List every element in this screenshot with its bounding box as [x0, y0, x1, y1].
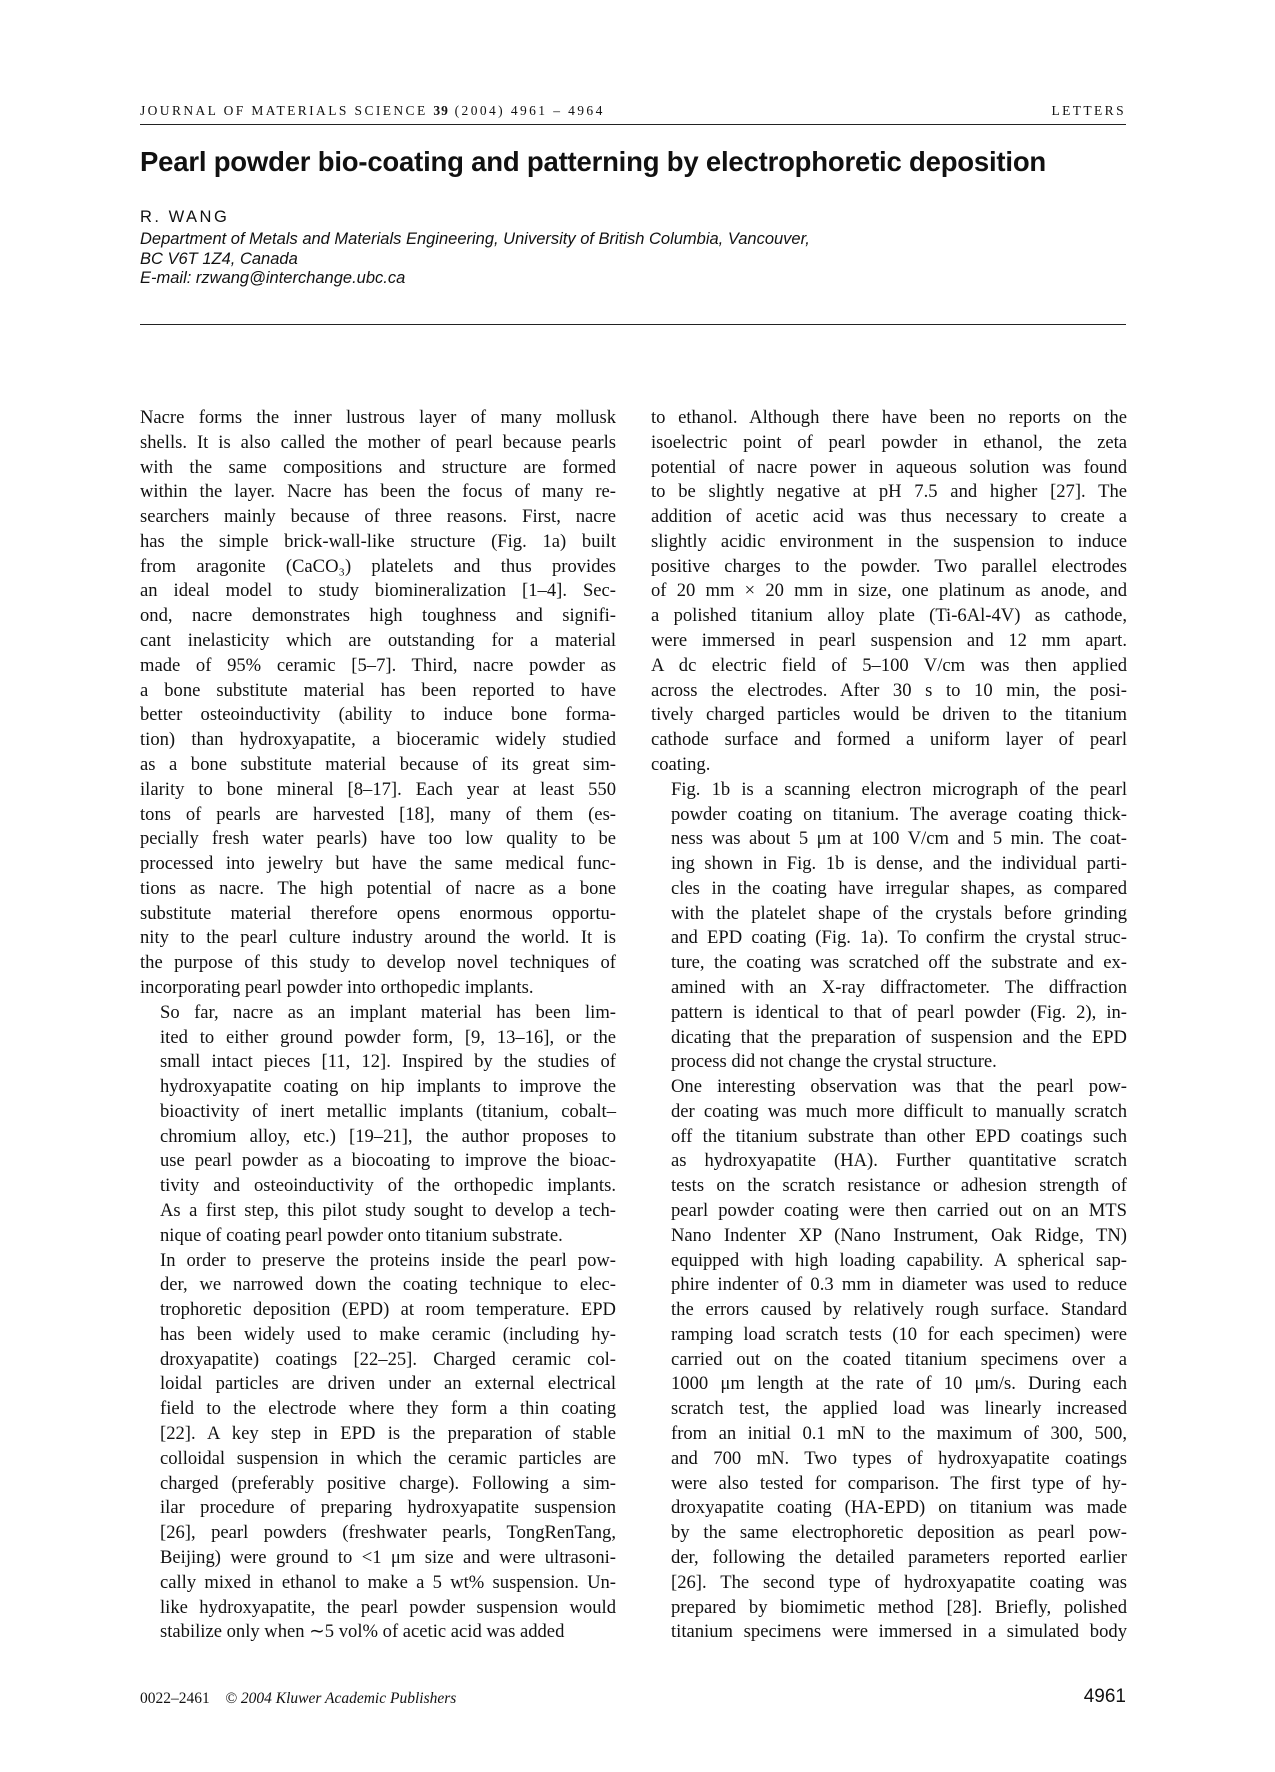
header-divider — [140, 324, 1126, 325]
text-line: from aragonite (CaCO₃) platelets and thus provides — [140, 555, 616, 577]
text-line: tion) than hydroxyapatite, a bioceramic widely studied — [140, 729, 616, 751]
text-line: by the same electrophoretic deposition as pearl pow- — [671, 1522, 1127, 1544]
text-line: tests on the scratch resistance or adhesion strength of — [671, 1175, 1127, 1197]
text-line: pattern is identical to that of pearl powder (Fig. 2), in- — [671, 1001, 1127, 1023]
text-line: phire indenter of 0.3 mm in diameter was used to reduce — [671, 1274, 1127, 1296]
text-line: loidal particles are driven under an external electrical — [160, 1373, 616, 1395]
text-line: equipped with high loading capability. A spherical sap- — [671, 1249, 1127, 1271]
text-line: cles in the coating have irregular shapes, as compared — [671, 877, 1127, 899]
text-line: scratch test, the applied load was linearly increased — [671, 1398, 1127, 1420]
text-line: as hydroxyapatite (HA). Further quantitative scratch — [671, 1150, 1127, 1172]
text-line: ilarity to bone mineral [8–17]. Each year at least 550 — [140, 778, 616, 800]
text-line: ramping load scratch tests (10 for each specimen) were — [671, 1323, 1127, 1345]
text-line: ilar procedure of preparing hydroxyapatite suspension — [160, 1497, 616, 1519]
body-column-right — [651, 406, 1127, 1645]
text-line: bioactivity of inert metallic implants (titanium, cobalt– — [160, 1100, 616, 1122]
text-line: nity to the pearl culture industry around the world. It is — [140, 927, 616, 949]
text-line: from an initial 0.1 mN to the maximum of 300, 500, — [671, 1423, 1127, 1445]
text-line: addition of acetic acid was thus necessary to create a — [651, 506, 1127, 528]
body-paragraph — [140, 406, 616, 1001]
text-line: ond, nacre demonstrates high toughness and signifi- — [140, 605, 616, 627]
text-line: and EPD coating (Fig. 1a). To confirm the crystal struc- — [671, 927, 1127, 949]
text-line: has the simple brick-wall-like structure (Fig. 1a) built — [140, 530, 616, 552]
text-line: stabilize only when ∼5 vol% of acetic acid was added — [160, 1621, 565, 1643]
text-line: were immersed in pearl suspension and 12 mm apart. — [651, 630, 1127, 652]
text-line: amined with an X-ray diffractometer. The diffraction — [671, 976, 1127, 998]
text-line: Nano Indenter XP (Nano Instrument, Oak Ridge, TN) — [671, 1224, 1127, 1246]
text-line: pecially fresh water pearls) have too low quality to be — [140, 828, 616, 850]
text-line: droxyapatite) coatings [22–25]. Charged ceramic col- — [160, 1348, 616, 1370]
affiliation-line: BC V6T 1Z4, Canada — [140, 249, 298, 268]
text-line: coating. — [651, 753, 711, 775]
page-number: 4961 — [1083, 1686, 1126, 1707]
text-line: droxyapatite coating (HA-EPD) on titanium was made — [671, 1497, 1127, 1519]
footer-copyright — [140, 1690, 456, 1708]
text-line: incorporating pearl powder into orthopedic implants. — [140, 976, 534, 998]
text-line: across the electrodes. After 30 s to 10 min, the posi- — [651, 679, 1127, 701]
text-line: A dc electric field of 5–100 V/cm was then applied — [651, 654, 1127, 676]
text-line: colloidal suspension in which the ceramic particles are — [160, 1447, 616, 1469]
text-line: So far, nacre as an implant material has been lim- — [160, 1001, 616, 1023]
text-line: charged (preferably positive charge). Following a sim- — [160, 1472, 616, 1494]
text-line: Beijing) were ground to <1 μm size and were ultrasoni- — [160, 1546, 616, 1568]
text-line: use pearl powder as a biocoating to improve the bioac- — [160, 1150, 616, 1172]
text-line: Nacre forms the inner lustrous layer of many mollusk — [140, 407, 616, 428]
journal-volume: 39 — [433, 103, 449, 118]
affiliation-line: Department of Metals and Materials Engineering, University of British Columbia, Vancouver, — [140, 230, 810, 248]
text-line: process did not change the crystal structure. — [671, 1051, 997, 1073]
text-line: a polished titanium alloy plate (Ti-6Al-4V) as cathode, — [651, 605, 1127, 627]
body-paragraph — [651, 778, 1127, 1075]
text-line: der, we narrowed down the coating technique to elec- — [160, 1274, 616, 1296]
text-line: [26]. The second type of hydroxyapatite coating was — [671, 1571, 1127, 1593]
text-line: pearl powder coating were then carried out on an MTS — [671, 1200, 1127, 1221]
journal-year-pages: (2004) 4961 – 4964 — [454, 103, 605, 118]
text-line: within the layer. Nacre has been the focus of many re- — [140, 481, 616, 503]
copyright-notice: © 2004 Kluwer Academic Publishers — [225, 1690, 457, 1707]
text-line: In order to preserve the proteins inside the pearl pow- — [160, 1249, 616, 1271]
text-line: with the platelet shape of the crystals before grinding — [671, 902, 1127, 924]
text-line: hydroxyapatite coating on hip implants to improve the — [160, 1076, 616, 1098]
text-line: to ethanol. Although there have been no reports on the — [651, 407, 1127, 428]
text-line: with the same compositions and structure are formed — [140, 456, 616, 478]
text-line: trophoretic deposition (EPD) at room temperature. EPD — [160, 1299, 616, 1321]
text-line: der coating was much more difficult to manually scratch — [671, 1100, 1127, 1122]
text-line: One interesting observation was that the pearl pow- — [671, 1076, 1127, 1098]
text-line: titanium specimens were immersed in a simulated body — [671, 1621, 1127, 1643]
text-line: powder coating on titanium. The average coating thick- — [671, 803, 1127, 825]
text-line: the errors caused by relatively rough surface. Standard — [671, 1299, 1127, 1321]
text-line: made of 95% ceramic [5–7]. Third, nacre powder as — [140, 654, 616, 676]
text-line: cathode surface and formed a uniform layer of pearl — [651, 729, 1127, 751]
text-line: an ideal model to study biomineralization [1–4]. Sec- — [140, 580, 616, 602]
text-line: small intact pieces [11, 12]. Inspired by the studies of — [160, 1051, 616, 1073]
text-line: positive charges to the powder. Two parallel electrodes — [651, 555, 1127, 577]
text-line: isoelectric point of pearl powder in ethanol, the zeta — [651, 431, 1127, 453]
body-paragraph — [651, 1075, 1127, 1645]
text-line: field to the electrode where they form a thin coating — [160, 1398, 616, 1420]
text-line: potential of nacre power in aqueous solution was found — [651, 456, 1127, 478]
body-column-left — [140, 406, 616, 1645]
text-line: slightly acidic environment in the suspension to induce — [651, 530, 1127, 552]
author-affiliation — [140, 230, 1130, 289]
body-paragraph — [140, 1249, 616, 1646]
text-line: [26], pearl powders (freshwater pearls, TongRenTang, — [160, 1522, 616, 1544]
text-line: off the titanium substrate than other EPD coatings such — [671, 1125, 1127, 1147]
body-paragraph — [140, 1001, 616, 1249]
text-line: ness was about 5 μm at 100 V/cm and 5 min. The coat- — [671, 828, 1127, 850]
article-title: Pearl powder bio-coating and patterning by electrophoretic deposition — [140, 146, 1047, 177]
text-line: tons of pearls are harvested [18], many of them (es- — [140, 803, 616, 825]
text-line: dicating that the preparation of suspension and the EPD — [671, 1026, 1127, 1048]
text-line: as a bone substitute material because of its great sim- — [140, 753, 616, 775]
text-line: tively charged particles would be driven to the titanium — [651, 704, 1127, 726]
text-line: the purpose of this study to develop novel techniques of — [140, 952, 616, 974]
author-email: E-mail: rzwang@interchange.ubc.ca — [140, 269, 406, 287]
text-line: substitute material therefore opens enormous opportu- — [140, 902, 616, 924]
text-line: 1000 μm length at the rate of 10 μm/s. During each — [671, 1373, 1127, 1395]
text-line: der, following the detailed parameters reported earlier — [671, 1546, 1127, 1568]
author-name: R. WANG — [140, 208, 230, 226]
text-line: searchers mainly because of three reasons. First, nacre — [140, 506, 616, 528]
text-line: ing shown in Fig. 1b is dense, and the individual parti- — [671, 853, 1127, 875]
text-line: chromium alloy, etc.) [19–21], the author proposes to — [160, 1125, 616, 1147]
section-label: LETTERS — [1051, 103, 1126, 118]
text-line: processed into jewelry but have the same medical func- — [140, 853, 616, 875]
text-line: tions as nacre. The high potential of nacre as a bone — [140, 877, 616, 899]
text-line: tivity and osteoinductivity of the orthopedic implants. — [160, 1175, 616, 1197]
text-line: ited to either ground powder form, [9, 13–16], or the — [160, 1026, 616, 1048]
text-line: to be slightly negative at pH 7.5 and higher [27]. The — [651, 481, 1127, 503]
journal-name: JOURNAL OF MATERIALS SCIENCE — [140, 103, 428, 118]
issn: 0022–2461 — [140, 1690, 210, 1707]
text-line: cally mixed in ethanol to make a 5 wt% suspension. Un- — [160, 1571, 616, 1593]
body-paragraph — [651, 406, 1127, 778]
text-line: cant inelasticity which are outstanding for a material — [140, 630, 616, 652]
text-line: As a first step, this pilot study sought to develop a tech- — [160, 1200, 616, 1221]
text-line: nique of coating pearl powder onto titanium substrate. — [160, 1224, 563, 1246]
text-line: were also tested for comparison. The first type of hy- — [671, 1472, 1127, 1494]
text-line: a bone substitute material has been reported to have — [140, 679, 616, 701]
text-line: prepared by biomimetic method [28]. Briefly, polished — [671, 1596, 1127, 1618]
text-line: ture, the coating was scratched off the substrate and ex- — [671, 952, 1127, 974]
text-line: like hydroxyapatite, the pearl powder suspension would — [160, 1596, 616, 1618]
text-line: carried out on the coated titanium specimens over a — [671, 1348, 1127, 1370]
text-line: Fig. 1b is a scanning electron micrograph of the pearl — [671, 778, 1127, 800]
text-line: and 700 mN. Two types of hydroxyapatite coatings — [671, 1447, 1127, 1469]
running-head — [140, 103, 1126, 125]
text-line: has been widely used to make ceramic (including hy- — [160, 1323, 616, 1345]
text-line: better osteoinductivity (ability to induce bone forma- — [140, 704, 616, 726]
text-line: shells. It is also called the mother of pearl because pearls — [140, 431, 616, 453]
journal-citation — [140, 103, 605, 119]
text-line: of 20 mm × 20 mm in size, one platinum as anode, and — [651, 580, 1127, 602]
text-line: [22]. A key step in EPD is the preparation of stable — [160, 1423, 616, 1445]
